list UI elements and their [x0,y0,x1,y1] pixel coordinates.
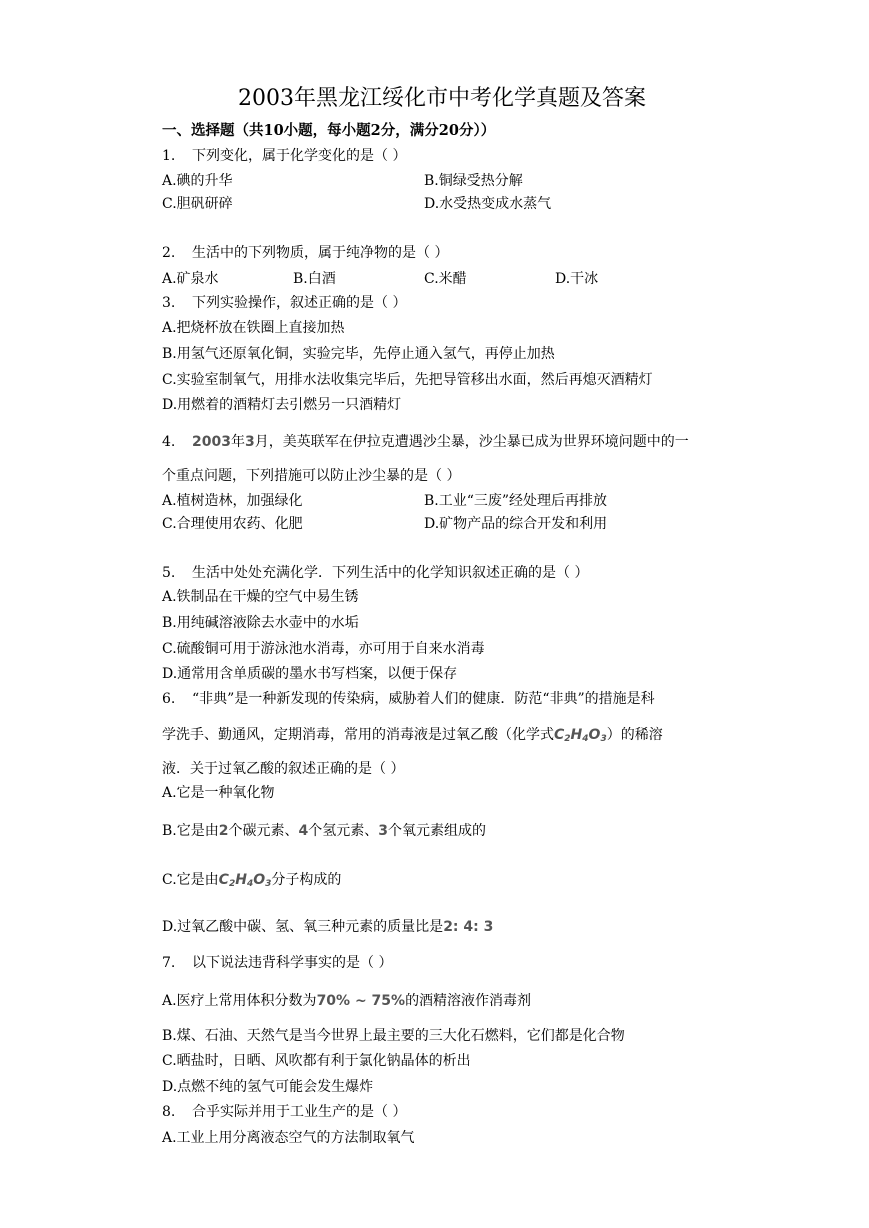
question-3-option-b: B.用氢气还原氧化铜，实验完毕，先停止通入氢气，再停止加热 [162,346,555,362]
question-text: 下列实验操作，叙述正确的是（ ） [192,295,407,311]
question-6-option-b: B.它是由2个碳元素、4个氢元素、3个氧元素组成的 [162,823,486,839]
question-6-stem-line-2 [162,726,663,744]
question-7-option-c: C.晒盐时，日晒、风吹都有利于氯化钠晶体的析出 [162,1053,471,1069]
question-4-stem-line-2: 个重点问题，下列措施可以防止沙尘暴的是（ ） [162,468,461,484]
question-text: 年 [230,434,245,450]
question-3-option-d: D.用燃着的酒精灯去引燃另一只酒精灯 [162,397,402,413]
question-3-option-a: A.把烧杯放在铁圈上直接加热 [162,320,345,336]
question-3-option-c: C.实验室制氧气，用排水法收集完毕后，先把导管移出水面，然后再熄灭酒精灯 [162,372,653,388]
question-text: ）的稀溶 [606,727,663,743]
question-text: 下列变化，属于化学变化的是（ ） [192,148,407,164]
question-text: 月，美英联军在伊拉克遭遇沙尘暴，沙尘暴已成为世界环境问题中的一 [254,434,689,450]
question-6-stem-line-1 [162,690,655,708]
count-number: 3 [378,823,388,839]
month-number: 3 [244,434,255,450]
question-6-stem-line-3: 液．关于过氧乙酸的叙述正确的是（ ） [162,761,405,777]
question-2-option-d: D.干冰 [555,271,599,287]
percent-range: 70% ~ 75% [316,993,406,1009]
question-number: 4. [162,434,176,450]
question-4-option-a: A.植树造林，加强绿化 [162,493,303,509]
year-number: 2003 [192,434,231,450]
mass-ratio: 2: 4: 3 [443,919,494,935]
question-number: 1. [162,148,176,164]
question-8-option-a: A.工业上用分离液态空气的方法制取氧气 [162,1130,415,1146]
section-heading: 一、选择题（共10小题，每小题2分，满分20分）） [162,122,496,139]
question-text: 学洗手、勤通风，定期消毒，常用的消毒液是过氧乙酸（化学式 [162,727,554,743]
chemical-formula: $C_2H_4O_3$ [554,727,607,744]
question-2-option-b: B.白酒 [293,271,336,287]
question-number: 7. [162,955,176,971]
question-text: “非典”是一种新发现的传染病，威胁着人们的健康．防范“非典”的措施是科 [192,691,655,707]
question-4-stem-line-1 [162,433,689,451]
question-7-stem [162,954,392,972]
question-text: 以下说法违背科学事实的是（ ） [192,955,393,971]
question-text: 生活中处处充满化学．下列生活中的化学知识叙述正确的是（ ） [192,565,589,581]
question-1-option-d: D.水受热变成水蒸气 [424,196,552,212]
question-2-option-c: C.米醋 [424,271,467,287]
question-number: 8. [162,1104,176,1120]
page-title: 2003年黑龙江绥化市中考化学真题及答案 [238,86,646,111]
question-3-stem [162,294,406,312]
question-8-stem [162,1103,406,1121]
question-7-option-a: A.医疗上常用体积分数为70% ~ 75%的酒精溶液作消毒剂 [162,993,532,1009]
question-4-option-c: C.合理使用农药、化肥 [162,516,303,532]
question-number: 5. [162,565,176,581]
question-5-stem [162,564,588,582]
question-2-stem [162,244,448,262]
question-1-option-a: A.碘的升华 [162,173,233,189]
question-number: 2. [162,245,176,261]
question-number: 6. [162,691,176,707]
question-5-option-d: D.通常用含单质碳的墨水书写档案，以便于保存 [162,666,458,682]
question-7-option-b: B.煤、石油、天然气是当今世界上最主要的三大化石燃料，它们都是化合物 [162,1028,625,1044]
question-5-option-c: C.硫酸铜可用于游泳池水消毒，亦可用于自来水消毒 [162,641,485,657]
question-2-option-a: A.矿泉水 [162,271,219,287]
question-6-option-a: A.它是一种氧化物 [162,785,275,801]
question-5-option-b: B.用纯碱溶液除去水壶中的水垢 [162,615,359,631]
question-4-option-b: B.工业“三废”经处理后再排放 [424,493,608,509]
question-1-option-b: B.铜绿受热分解 [424,173,523,189]
question-1-stem [162,147,406,165]
chemical-formula: $C_2H_4O_3$ [218,872,272,889]
question-6-option-d: D.过氧乙酸中碳、氢、氧三种元素的质量比是2: 4: 3 [162,919,494,935]
question-1-option-c: C.胆矾研碎 [162,196,233,212]
count-number: 4 [298,823,309,839]
question-6-option-c: C.它是由$C_2H_4O_3$分子构成的 [162,872,342,889]
question-text: 合乎实际并用于工业生产的是（ ） [192,1104,407,1120]
question-4-option-d: D.矿物产品的综合开发和利用 [424,516,608,532]
question-5-option-a: A.铁制品在干燥的空气中易生锈 [162,589,359,605]
question-text: 生活中的下列物质，属于纯净物的是（ ） [192,245,449,261]
question-7-option-d: D.点燃不纯的氢气可能会发生爆炸 [162,1079,374,1095]
count-number: 2 [218,823,229,839]
question-number: 3. [162,295,176,311]
